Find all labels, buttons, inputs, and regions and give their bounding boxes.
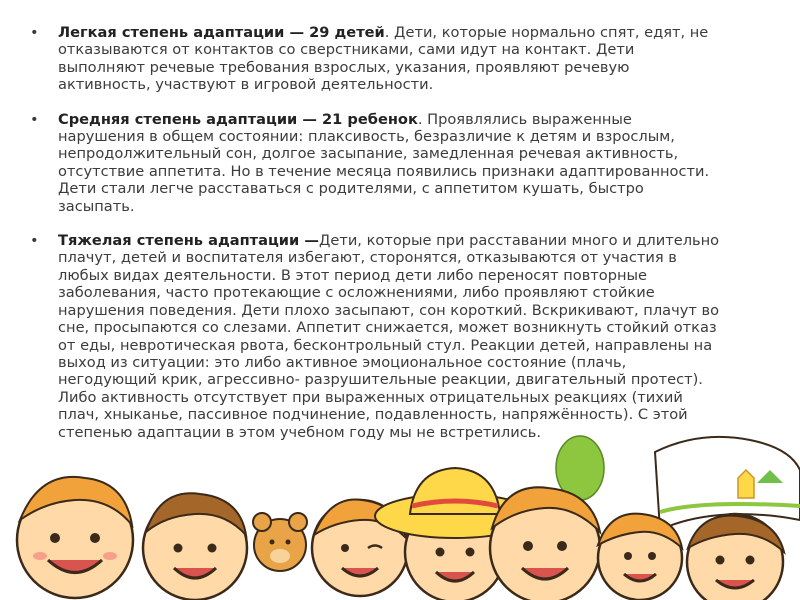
item-lead: Тяжелая степень адаптации —	[58, 232, 319, 250]
list-item-easy	[30, 24, 720, 94]
item-body: . Проявлялись выраженные нарушения в общем состоянии: плаксивость, безразличие к детям и взрослым, непродолжительный сон, долгое засыпание, замедленная речевая активность, отсутствие аппетита. Но в течение месяца появились признаки адаптированности. Дети стали легче расставаться с родителями, с аппетитом кушать, быстро засыпать.	[58, 110, 710, 215]
adaptation-list	[30, 24, 720, 458]
children-cartoon-illustration	[0, 430, 800, 600]
child-face-2	[143, 493, 247, 600]
teddy-bear-icon	[253, 513, 307, 571]
item-body: Дети, которые при расставании много и длительно плачут, детей и воспитателя избегают, сторонятся, отказываются от участия в любых видах деятельности. В этот период дети либо переносят повторные заболевания, часто протекающие с осложнениями, либо проявляют стойкие нарушения поведения. Дети плохо засыпают, сон короткий. Вскрикивают, плачут во сне, просыпаются со слезами. Аппетит снижается, может возникнуть стойкий отказ от еды, невротическая рвота, бесконтрольный стул. Реакции детей, направлены на выход из ситуации: это либо активное эмоциональное состояние (плачь, негодующий крик, агрессивно- разрушительные реакции, двигательный протест). Либо активность отсутствует при выраженных отрицательных реакциях (тихий плач, хныканье, пассивное подчинение, подавленность, напряжённость). С этой степенью адаптации в этом учебном году мы не встретились.	[58, 232, 720, 441]
item-lead: Легкая степень адаптации — 29 детей	[58, 24, 385, 41]
item-body: . Дети, которые нормально спят, едят, не отказываются от контактов со сверстниками, сами идут на контакт. Дети выполняют речевые требования взрослых, указания, проявляют речевую активность, участвуют в игровой деятельности.	[58, 24, 709, 94]
child-face-5	[490, 487, 600, 600]
child-face-1	[17, 477, 133, 598]
item-lead: Средняя степень адаптации — 21 ребенок	[58, 110, 418, 128]
child-face-7	[687, 514, 784, 600]
child-face-6	[598, 514, 682, 600]
list-item-medium	[30, 111, 720, 215]
list-item-hard	[30, 232, 720, 441]
